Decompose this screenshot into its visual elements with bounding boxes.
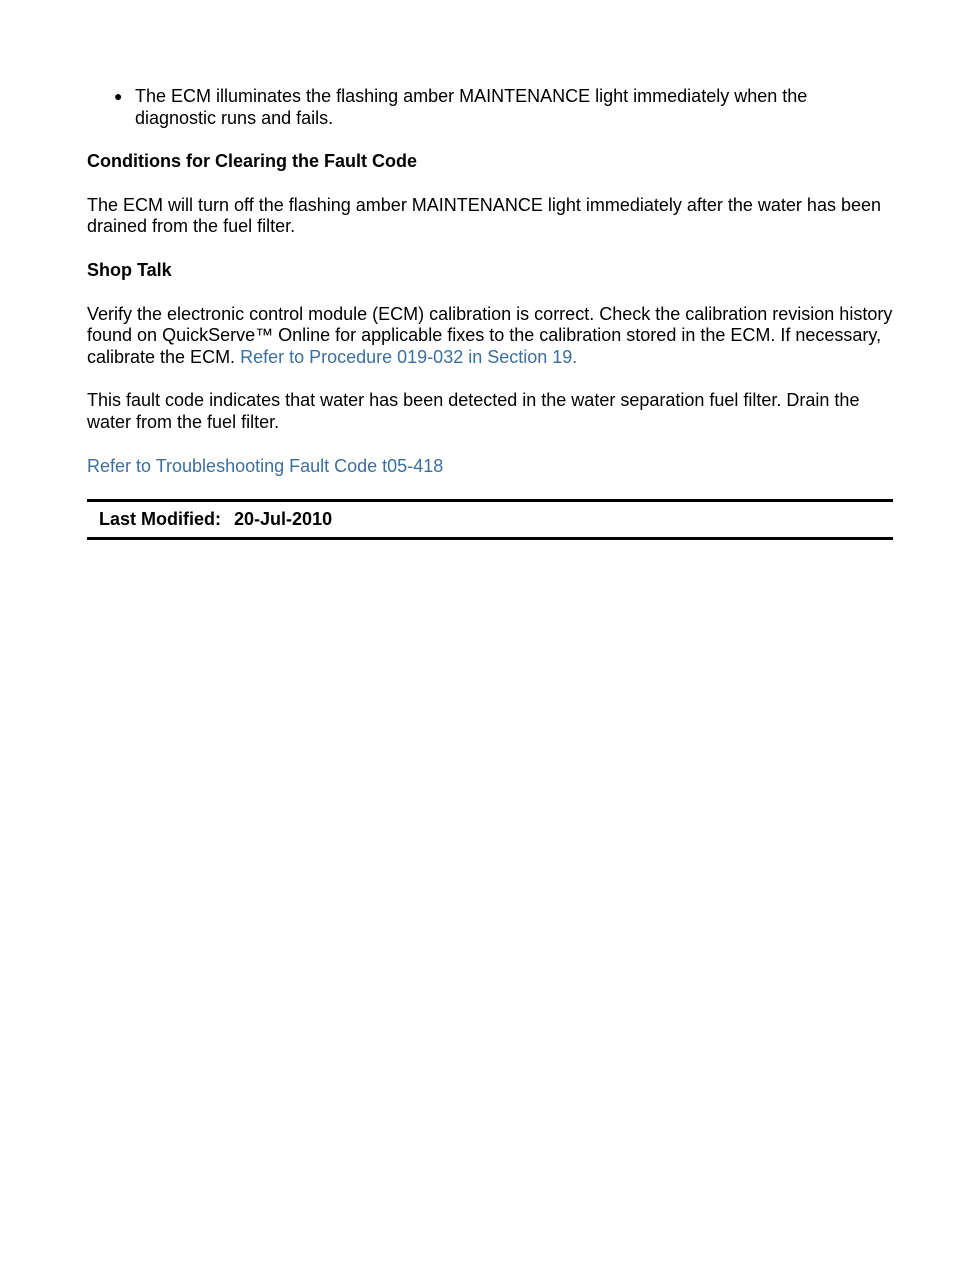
bullet-list xyxy=(87,86,893,129)
clearing-text: The ECM will turn off the flashing amber MAINTENANCE light immediately after the water has been drained from the fuel filter. xyxy=(87,194,881,237)
list-item-text: The ECM illuminates the flashing amber MAINTENANCE light immediately when the diagnostic runs and fails. xyxy=(135,86,808,128)
bullet-icon: ● xyxy=(114,88,123,104)
document-page xyxy=(87,86,893,540)
last-modified-bar xyxy=(87,499,893,540)
troubleshooting-link[interactable]: Refer to Troubleshooting Fault Code t05-418 xyxy=(87,455,444,476)
last-modified-date: 20-Jul-2010 xyxy=(234,509,333,530)
procedure-link[interactable]: Refer to Procedure 019-032 in Section 19. xyxy=(240,346,578,367)
troubleshooting-paragraph xyxy=(87,456,893,478)
shop-talk-text: Verify the electronic control module (ECM) calibration is correct. Check the calibration revision history found on QuickServe™ Online for applicable fixes to the calibration stored in the ECM. If necessary, calibrate the ECM. xyxy=(87,303,893,367)
last-modified-label: Last Modified: xyxy=(99,509,221,530)
shop-talk-paragraph xyxy=(87,304,893,369)
shop-talk-heading: Shop Talk xyxy=(87,259,172,280)
clearing-heading: Conditions for Clearing the Fault Code xyxy=(87,151,417,172)
fault-description: This fault code indicates that water has been detected in the water separation fuel filter. Drain the water from the fuel filter. xyxy=(87,390,860,432)
list-item xyxy=(87,86,893,129)
